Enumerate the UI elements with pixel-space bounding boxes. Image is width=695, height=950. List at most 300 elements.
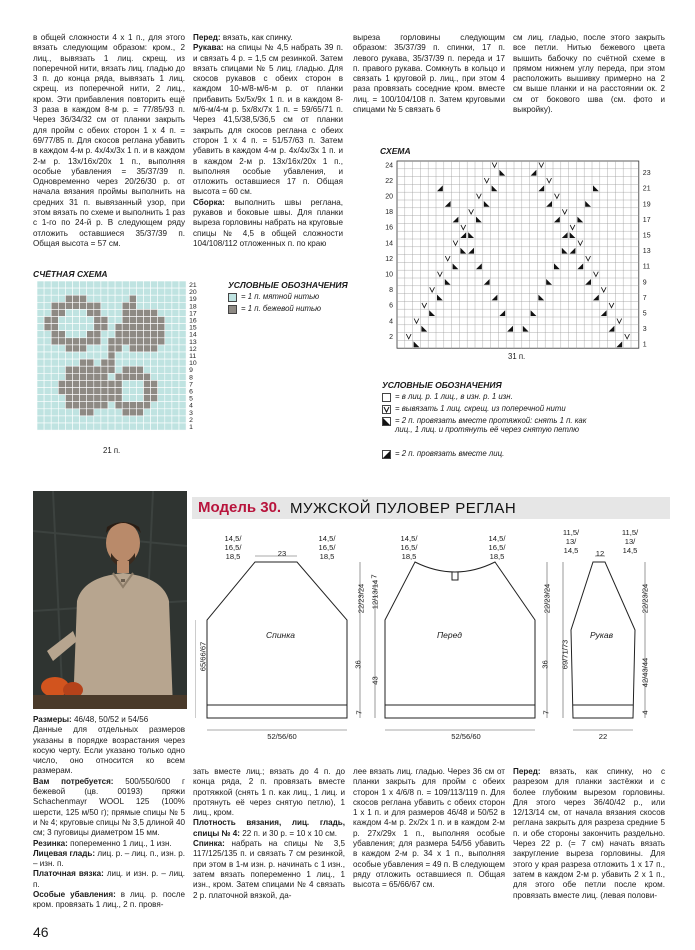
count-cell xyxy=(144,402,151,409)
count-cell xyxy=(44,288,51,295)
count-cell xyxy=(122,317,129,324)
count-cell xyxy=(158,331,165,338)
count-cell xyxy=(122,288,129,295)
count-cell xyxy=(172,331,179,338)
count-cell xyxy=(172,380,179,387)
count-row-number: 19 xyxy=(189,296,197,304)
count-cell xyxy=(51,324,58,331)
count-cell xyxy=(129,359,136,366)
count-cell xyxy=(122,423,129,430)
count-cell xyxy=(165,309,172,316)
count-cell xyxy=(58,281,65,288)
assembly-label: Сборка: xyxy=(193,197,225,207)
count-cell xyxy=(108,345,115,352)
count-cell xyxy=(101,324,108,331)
count-cell xyxy=(80,288,87,295)
count-cell xyxy=(44,395,51,402)
count-cell xyxy=(115,345,122,352)
count-cell xyxy=(172,288,179,295)
count-cell xyxy=(172,366,179,373)
count-cell xyxy=(108,366,115,373)
count-cell xyxy=(73,380,80,387)
count-cell xyxy=(37,281,44,288)
count-cell xyxy=(73,331,80,338)
count-cell xyxy=(108,359,115,366)
scheme-width-label: 31 п. xyxy=(508,352,526,361)
scheme-row-number: 19 xyxy=(642,201,651,209)
count-cell xyxy=(144,338,151,345)
count-cell xyxy=(179,409,186,416)
count-cell xyxy=(179,295,186,302)
count-cell xyxy=(65,317,72,324)
sleeves-text: на спицы № 4,5 набрать 39 п. и связать 4 р. = 1,5 см резинкой. Затем вязать спицами № 5 лиц. гладью. Для скосов рукавов с обеих сторон в каждом 10-м/8-м/6-м р. от планки прибавить 5х/5х/9х 1 п. и в каждом 8-м/6-м/4-м р. 5х/8х/7х 1 п. = 59/65/71 п. Через 41,5/38,5/36,5 см от планки закрыть для скосов реглана с обеих сторон 1 х 4 п. = 51/57/63 п. Затем убавить в каждом 4-м р. 4х/4х/3х 1 п. и в каждом 2-м р. 13х/16х/20х 1 п., выполняя особые убавления, и отложить оставшиеся 17 п. Общая высота = 60 см. xyxy=(193,43,343,197)
count-cell xyxy=(136,331,143,338)
count-cell xyxy=(65,295,72,302)
count-cell xyxy=(101,295,108,302)
scheme-row-number: 23 xyxy=(642,170,651,178)
back-top-right-dim: 14,5/ 16,5/ 18,5 xyxy=(318,534,336,561)
count-cell xyxy=(94,302,101,309)
count-cell xyxy=(58,324,65,331)
count-cell xyxy=(73,352,80,359)
count-cell xyxy=(179,309,186,316)
count-cell xyxy=(94,380,101,387)
count-cell xyxy=(179,395,186,402)
count-cell xyxy=(158,352,165,359)
count-cell xyxy=(58,359,65,366)
count-cell xyxy=(179,373,186,380)
text-column-1: в общей сложности 4 х 1 п., для этого вязать следующим образом: кром., 2 лиц., вывязать 1 лиц. скрещ. из поперечной нити, вязать лиц. гладью до 3 п. до конца ряда, вывязать 1 лиц. скрещ. из поперечной нити, 2 лиц., кром. Эти прибавления повторить ещё 3 раза в каждом 8-м р. = 77/85/93 п. Через 36/34/32 см от планки закрыть для пройм с обеих сторон 1 х 4 п. = 69/77/85 п. Для скосов реглана убавить в каждом 4-м р. 4х/4х/3х 1 п. и в каждом 2-м р. 13х/16х/20х 1 п., выполняя особые убавления = 35/37/39 п. Одновременно через 20/26/30 р. от начала вязания проймы выполнить на средних 31 п. вывязанный узор, при этом вязать по схеме и выполнить 1 раз с 1-го по 24-й р. В следующем ряду отложить оставшиеся 35/37/39 п. Общая высота = 57 см. xyxy=(33,33,185,248)
count-cell xyxy=(151,324,158,331)
count-cell xyxy=(73,395,80,402)
count-cell xyxy=(144,423,151,430)
count-cell xyxy=(129,388,136,395)
model-number: Модель 30. xyxy=(198,499,282,516)
count-cell xyxy=(136,302,143,309)
text-column-2 xyxy=(193,33,343,248)
sleeve-body-dim: 42/43/44 xyxy=(640,657,650,688)
count-cell xyxy=(73,359,80,366)
back-body-dim: 36 xyxy=(353,660,363,669)
twisted-increase-icon xyxy=(382,405,391,414)
count-cell xyxy=(108,309,115,316)
sleeve-raglan-dim: 22/23/24 xyxy=(640,583,650,614)
count-cell xyxy=(58,416,65,423)
count-cell xyxy=(80,409,87,416)
count-cell xyxy=(65,388,72,395)
count-cell xyxy=(129,402,136,409)
sleeve-top-right-dim: 11,5/ 13/ 14,5 xyxy=(621,528,639,555)
count-cell xyxy=(179,359,186,366)
count-row-number: 13 xyxy=(189,338,197,346)
count-cell xyxy=(144,295,151,302)
count-cell xyxy=(179,352,186,359)
count-cell xyxy=(172,345,179,352)
scheme-legend-twisted: = вывязать 1 лиц. скрещ. из поперечной нити xyxy=(382,404,582,414)
count-cell xyxy=(165,366,172,373)
count-cell xyxy=(37,409,44,416)
count-row-number: 21 xyxy=(189,282,197,289)
count-chart-title: СЧЁТНАЯ СХЕМА xyxy=(33,269,108,279)
scheme-row-number: 11 xyxy=(642,263,651,271)
front-top-right-dim: 14,5/ 16,5/ 18,5 xyxy=(488,534,506,561)
count-cell xyxy=(115,338,122,345)
count-cell xyxy=(179,281,186,288)
count-cell xyxy=(51,338,58,345)
count-cell xyxy=(80,281,87,288)
count-cell xyxy=(172,352,179,359)
count-cell xyxy=(136,395,143,402)
count-cell xyxy=(158,345,165,352)
count-cell xyxy=(136,388,143,395)
count-cell xyxy=(87,345,94,352)
count-cell xyxy=(172,302,179,309)
count-cell xyxy=(51,309,58,316)
count-cell xyxy=(94,402,101,409)
scheme-legend-knit: = в лиц. р. 1 лиц., в изн. р. 1 изн. xyxy=(382,392,582,402)
count-cell xyxy=(101,309,108,316)
count-cell xyxy=(129,288,136,295)
count-cell xyxy=(58,317,65,324)
front-neck-band-dim: 7 xyxy=(369,574,379,579)
count-cell xyxy=(122,409,129,416)
count-cell xyxy=(136,402,143,409)
count-cell xyxy=(115,302,122,309)
front-top-left-dim: 14,5/ 16,5/ 18,5 xyxy=(400,534,418,561)
count-cell xyxy=(108,317,115,324)
count-cell xyxy=(172,402,179,409)
count-cell xyxy=(51,302,58,309)
count-cell xyxy=(165,409,172,416)
count-cell xyxy=(122,331,129,338)
back-band-dim: 7 xyxy=(354,710,364,715)
count-cell xyxy=(44,295,51,302)
count-cell xyxy=(165,345,172,352)
scheme-row-number: 15 xyxy=(642,232,651,240)
count-cell xyxy=(144,317,151,324)
count-cell xyxy=(101,416,108,423)
count-cell xyxy=(144,395,151,402)
count-cell xyxy=(158,309,165,316)
count-cell xyxy=(58,295,65,302)
scheme-grid xyxy=(375,153,675,353)
count-cell xyxy=(144,281,151,288)
count-cell xyxy=(122,352,129,359)
count-cell xyxy=(101,388,108,395)
front-band-dim: 7 xyxy=(541,710,551,715)
count-cell xyxy=(136,352,143,359)
scheme-row-number: 18 xyxy=(385,209,393,217)
count-cell xyxy=(80,359,87,366)
count-cell xyxy=(136,373,143,380)
bottom-text-column-2: зать вместе лиц.; вязать до 4 п. до конца ряда, 2 п. провязать вместе протяжкой (снять 1 п. как лиц., 1 лиц. и протянуть её через снятую петлю), 1 лиц., кром. Плотность вязания, лиц. гладь, спицы № 4: 22 п. и 30 р. = 10 х 10 см. Спинка: набрать на спицы № 3,5 117/125/135 п. и связать 7 см резинкой, при этом в 1-м изн. р. начинать с 1 изн., затем вязать попеременно 1 лиц., 1 изн., кром. Затем спицами № 4 связать 2 р. платочной вязкой, да- xyxy=(193,767,345,900)
count-legend-title: УСЛОВНЫЕ ОБОЗНАЧЕНИЯ xyxy=(228,280,348,290)
count-cell xyxy=(115,281,122,288)
sleeve-band-dim: 4 xyxy=(640,710,650,715)
count-cell xyxy=(129,380,136,387)
count-cell xyxy=(44,302,51,309)
ssk-decrease-icon xyxy=(382,417,391,426)
count-cell xyxy=(151,295,158,302)
count-cell xyxy=(51,345,58,352)
model-photo xyxy=(33,491,187,709)
count-cell xyxy=(122,295,129,302)
count-cell xyxy=(158,302,165,309)
count-cell xyxy=(151,359,158,366)
count-cell xyxy=(144,345,151,352)
count-cell xyxy=(129,373,136,380)
count-cell xyxy=(44,359,51,366)
count-cell xyxy=(115,416,122,423)
count-row-number: 14 xyxy=(189,331,197,339)
count-cell xyxy=(144,416,151,423)
count-cell xyxy=(44,388,51,395)
sleeve-height-dim: 69/71/73 xyxy=(560,639,570,670)
count-cell xyxy=(87,302,94,309)
count-cell xyxy=(37,324,44,331)
count-cell xyxy=(87,402,94,409)
count-cell xyxy=(172,373,179,380)
count-cell xyxy=(101,288,108,295)
count-cell xyxy=(165,416,172,423)
count-cell xyxy=(37,352,44,359)
count-cell xyxy=(129,317,136,324)
count-row-number: 6 xyxy=(189,388,193,396)
count-cell xyxy=(129,423,136,430)
count-cell xyxy=(151,380,158,387)
count-cell xyxy=(80,331,87,338)
count-cell xyxy=(65,395,72,402)
count-row-number: 10 xyxy=(189,360,197,368)
sleeves-label: Рукава: xyxy=(193,43,224,53)
count-cell xyxy=(58,302,65,309)
man-in-sweater-illustration xyxy=(33,491,187,709)
count-cell xyxy=(87,416,94,423)
count-cell xyxy=(172,324,179,331)
back-outline xyxy=(207,562,347,718)
count-cell xyxy=(65,288,72,295)
count-cell xyxy=(165,359,172,366)
count-cell xyxy=(80,352,87,359)
count-cell xyxy=(158,281,165,288)
count-cell xyxy=(144,288,151,295)
count-cell xyxy=(80,345,87,352)
count-cell xyxy=(87,395,94,402)
count-cell xyxy=(151,302,158,309)
count-cell xyxy=(87,338,94,345)
count-cell xyxy=(108,416,115,423)
bottom-text-column-1: Размеры: 46/48, 50/52 и 54/56 Данные для отдельных размеров указаны в порядке возрастания через косую черту. Если указано только одно число, оно относится ко всем размерам. Вам потребуется: 500/550/600 г бежевой (цв. 00193) пряжи Schachenmayr WOOL 125 (100% шерсти, 125 м/50 г); прямые спицы № 5 и № 4; круговые спицы № 3,5 длиной 40 см; 3 пуговицы диаметром 15 мм. Резинка: попеременно 1 лиц., 1 изн. Лицевая гладь: лиц. р. – лиц. п., изн. р. – изн. п. Платочная вязка: лиц. и изн. р. – лиц. п. Особые убавления: в лиц. р. после кром. провязать 1 лиц., 2 п. провя- xyxy=(33,715,186,910)
count-cell xyxy=(136,345,143,352)
count-cell xyxy=(115,295,122,302)
count-cell xyxy=(44,309,51,316)
count-cell xyxy=(144,359,151,366)
count-cell xyxy=(37,373,44,380)
scheme-legend-k2tog: = 2 п. провязать вместе лиц. xyxy=(382,449,582,459)
knit-symbol-icon xyxy=(382,393,391,402)
assembly-text: выполнить швы реглана, рукавов и боковые швы. Для планки выреза горловины набрать на круговые спицы № 4,5 в общей сложности 104/108/112 отложенных п. по краю xyxy=(193,197,343,248)
scheme-row-number: 6 xyxy=(389,302,393,310)
scheme-row-number: 16 xyxy=(385,224,393,232)
back-bottom-dim: 52/56/60 xyxy=(267,732,297,741)
scheme-row-number: 12 xyxy=(385,255,393,263)
count-cell xyxy=(37,416,44,423)
count-row-number: 2 xyxy=(189,416,193,424)
sleeve-bottom-dim: 22 xyxy=(598,732,608,741)
count-cell xyxy=(129,395,136,402)
count-cell xyxy=(108,295,115,302)
count-cell xyxy=(165,324,172,331)
count-cell xyxy=(44,331,51,338)
count-cell xyxy=(115,380,122,387)
count-row-number: 8 xyxy=(189,374,193,382)
count-cell xyxy=(65,409,72,416)
front-neck-dim: 12/13/14 xyxy=(370,579,380,610)
count-cell xyxy=(151,309,158,316)
count-cell xyxy=(136,338,143,345)
count-cell xyxy=(65,309,72,316)
count-cell xyxy=(101,352,108,359)
count-cell xyxy=(51,359,58,366)
count-cell xyxy=(136,380,143,387)
count-row-number: 20 xyxy=(189,289,197,297)
count-cell xyxy=(80,309,87,316)
count-cell xyxy=(80,402,87,409)
count-cell xyxy=(65,352,72,359)
count-cell xyxy=(94,324,101,331)
count-row-number: 1 xyxy=(189,424,193,431)
scheme-row-number: 10 xyxy=(385,271,393,279)
count-cell xyxy=(65,281,72,288)
count-cell xyxy=(151,338,158,345)
count-cell xyxy=(101,395,108,402)
count-cell xyxy=(37,331,44,338)
scheme-row-number: 24 xyxy=(385,162,393,170)
count-cell xyxy=(37,395,44,402)
count-cell xyxy=(58,309,65,316)
count-cell xyxy=(158,295,165,302)
count-cell xyxy=(158,380,165,387)
count-cell xyxy=(94,295,101,302)
count-cell xyxy=(108,288,115,295)
count-cell xyxy=(108,331,115,338)
count-row-number: 7 xyxy=(189,381,193,389)
count-cell xyxy=(101,281,108,288)
count-cell xyxy=(158,366,165,373)
count-cell xyxy=(44,416,51,423)
count-cell xyxy=(94,309,101,316)
count-cell xyxy=(73,295,80,302)
count-cell xyxy=(101,402,108,409)
back-piece-name: Спинка xyxy=(266,630,295,640)
count-cell xyxy=(37,402,44,409)
count-row-number: 17 xyxy=(189,310,197,318)
count-cell xyxy=(37,317,44,324)
count-cell xyxy=(73,288,80,295)
back-height-dim: 65/66/67 xyxy=(198,641,208,672)
count-cell xyxy=(151,423,158,430)
count-cell xyxy=(115,395,122,402)
count-cell xyxy=(129,324,136,331)
count-cell xyxy=(101,317,108,324)
count-cell xyxy=(129,331,136,338)
count-cell xyxy=(122,395,129,402)
back-raglan-dim: 22/23/24 xyxy=(356,583,366,614)
count-legend-beige: = 1 п. бежевой нитью xyxy=(228,304,321,314)
scheme-row-number: 13 xyxy=(642,248,651,256)
count-cell xyxy=(94,366,101,373)
count-cell xyxy=(87,380,94,387)
count-cell xyxy=(144,373,151,380)
count-cell xyxy=(108,395,115,402)
front-piece-name: Перед xyxy=(437,630,462,640)
count-cell xyxy=(65,380,72,387)
count-cell xyxy=(136,317,143,324)
count-row-number: 9 xyxy=(189,367,193,375)
scheme-row-number: 1 xyxy=(642,341,647,349)
count-cell xyxy=(37,423,44,430)
count-cell xyxy=(87,281,94,288)
count-cell xyxy=(108,373,115,380)
count-cell xyxy=(73,309,80,316)
count-cell xyxy=(80,295,87,302)
count-cell xyxy=(94,373,101,380)
count-cell xyxy=(151,402,158,409)
count-cell xyxy=(172,409,179,416)
front-height-dim: 43 xyxy=(370,676,380,685)
count-cell xyxy=(87,366,94,373)
count-cell xyxy=(129,345,136,352)
count-cell xyxy=(87,324,94,331)
count-cell xyxy=(122,302,129,309)
count-cell xyxy=(129,416,136,423)
count-row-number: 11 xyxy=(189,353,197,360)
count-cell xyxy=(94,345,101,352)
count-cell xyxy=(172,423,179,430)
count-cell xyxy=(179,380,186,387)
count-cell xyxy=(65,373,72,380)
count-cell xyxy=(101,359,108,366)
count-cell xyxy=(87,359,94,366)
count-cell xyxy=(165,373,172,380)
count-cell xyxy=(65,302,72,309)
count-cell xyxy=(122,309,129,316)
count-cell xyxy=(115,373,122,380)
count-row-number: 12 xyxy=(189,345,197,353)
count-cell xyxy=(179,423,186,430)
count-cell xyxy=(73,388,80,395)
count-cell xyxy=(73,302,80,309)
count-cell xyxy=(73,281,80,288)
count-cell xyxy=(129,302,136,309)
count-cell xyxy=(44,352,51,359)
count-cell xyxy=(108,388,115,395)
count-cell xyxy=(165,338,172,345)
count-cell xyxy=(136,288,143,295)
count-cell xyxy=(172,416,179,423)
count-cell xyxy=(179,317,186,324)
scheme-row-number: 7 xyxy=(642,294,647,302)
count-cell xyxy=(44,317,51,324)
count-cell xyxy=(80,302,87,309)
count-cell xyxy=(179,402,186,409)
count-cell xyxy=(87,288,94,295)
count-cell xyxy=(65,366,72,373)
count-cell xyxy=(179,331,186,338)
count-cell xyxy=(51,331,58,338)
count-cell xyxy=(144,352,151,359)
count-cell xyxy=(151,331,158,338)
